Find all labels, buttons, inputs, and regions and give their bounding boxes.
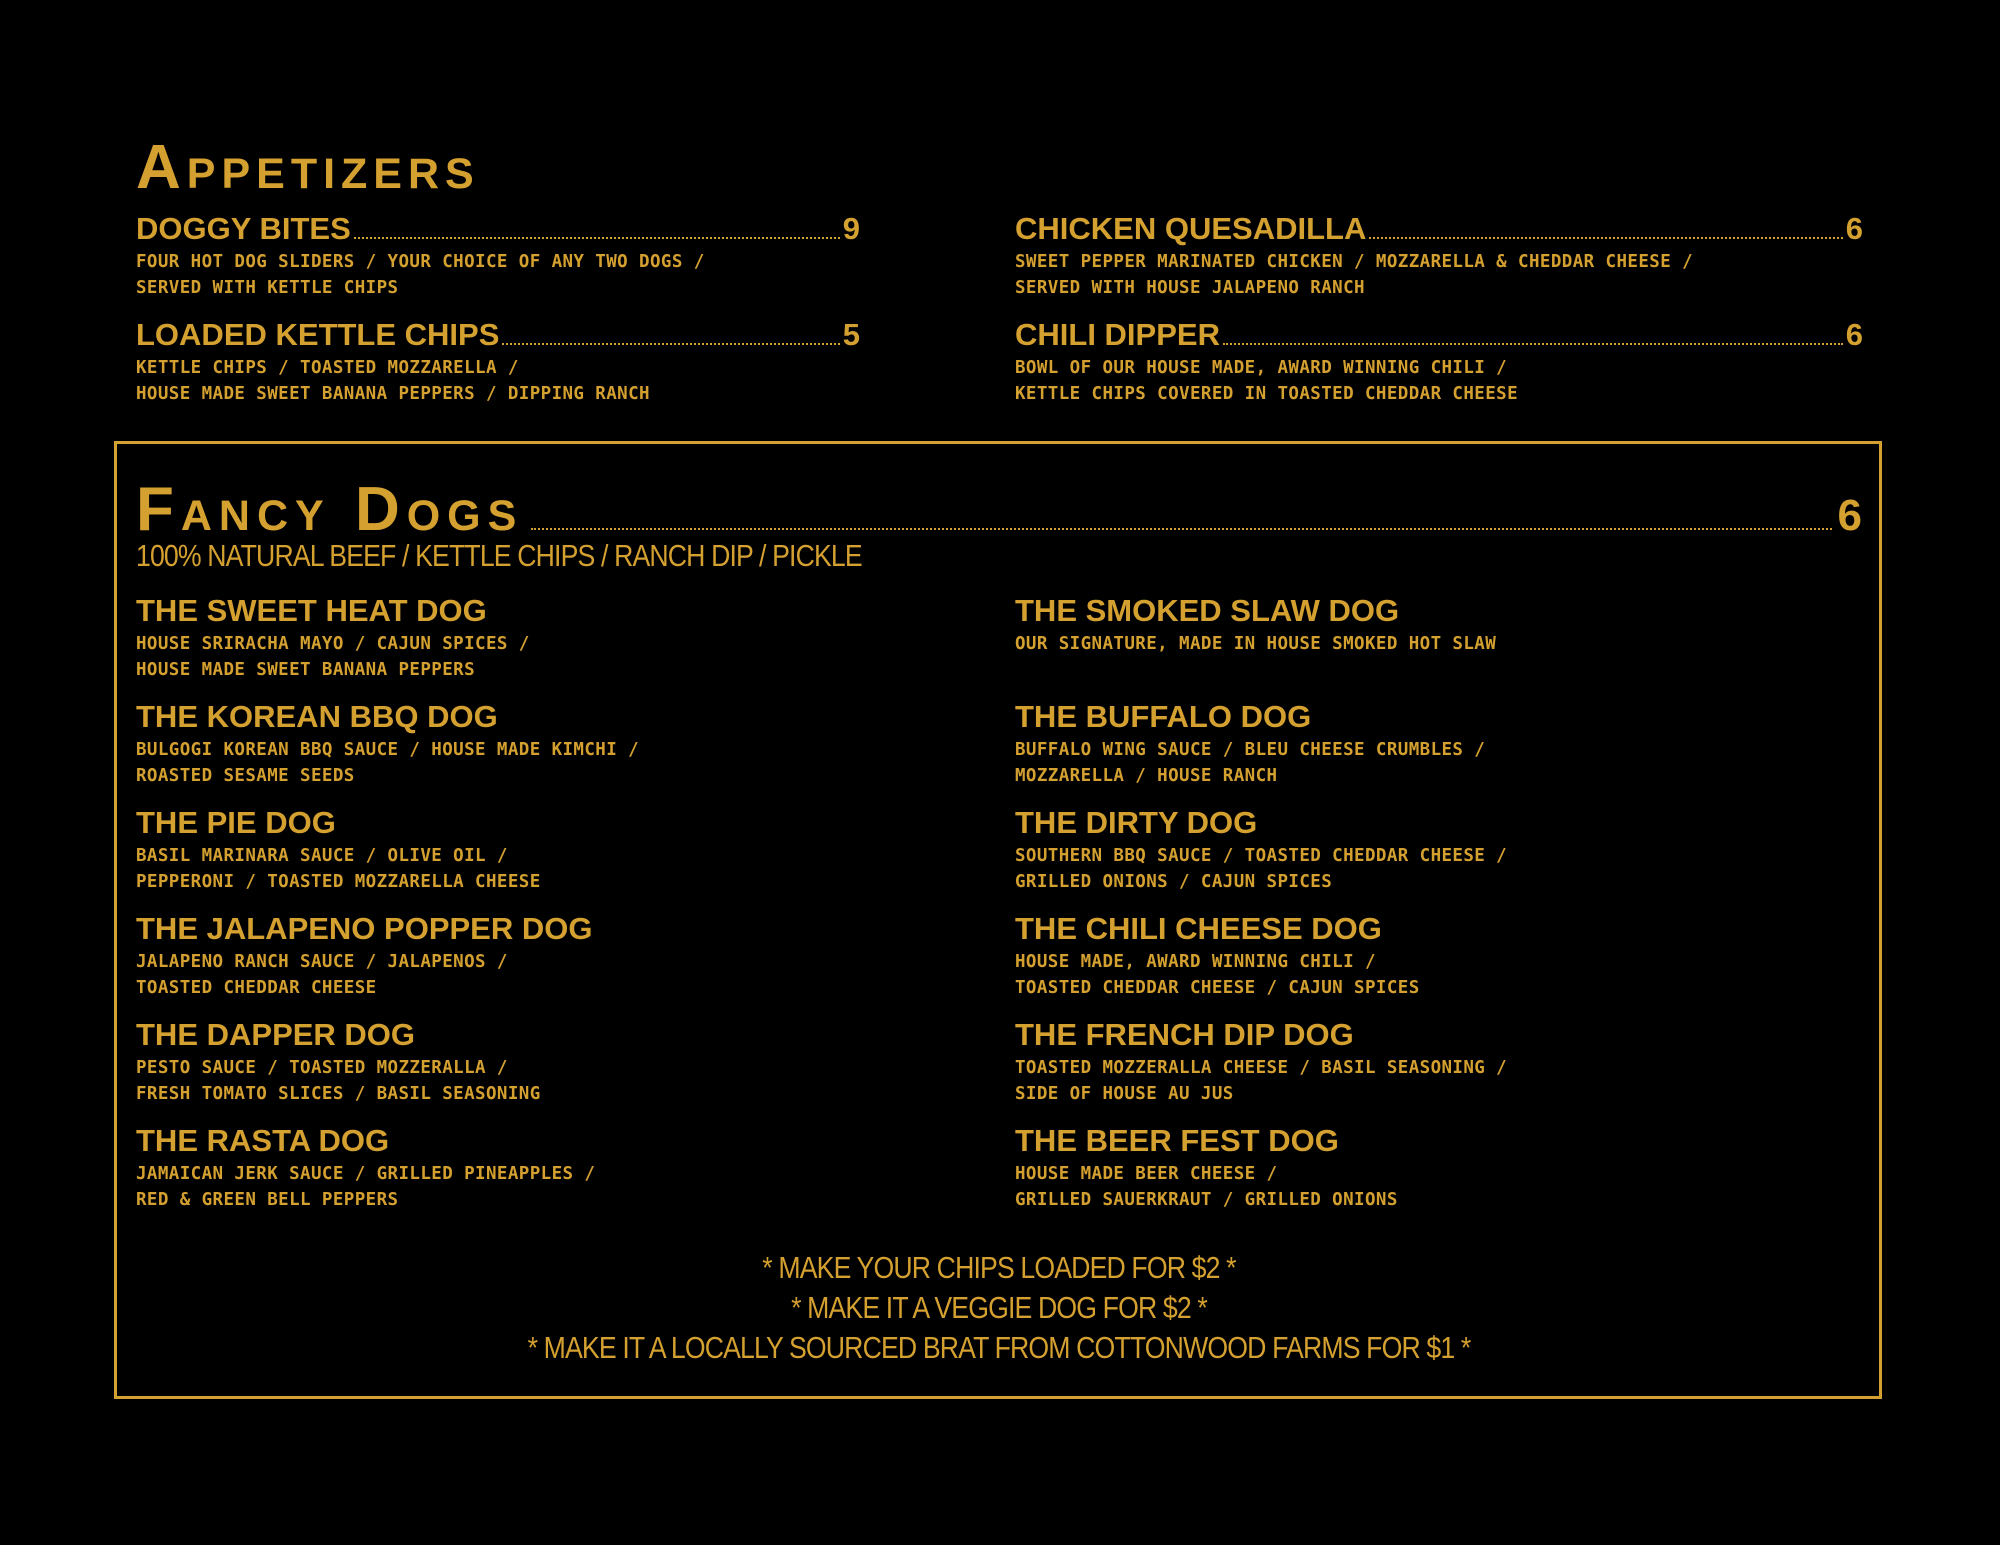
dog-item bbox=[1015, 1123, 1815, 1213]
dog-description: OUR SIGNATURE, MADE IN HOUSE SMOKED HOT SLAW bbox=[1015, 634, 1497, 654]
dog-description: JAMAICAN JERK SAUCE / GRILLED PINEAPPLES / RED & GREEN BELL PEPPERS bbox=[136, 1164, 596, 1210]
dog-description: HOUSE MADE, AWARD WINNING CHILI / TOASTED CHEDDAR CHEESE / CAJUN SPICES bbox=[1015, 952, 1420, 998]
fancy-dogs-subtitle: 100% NATURAL BEEF / KETTLE CHIPS / RANCH DIP / PICKLE bbox=[136, 538, 862, 573]
dog-name: THE SMOKED SLAW DOG bbox=[1015, 593, 1400, 628]
dog-name: THE BEER FEST DOG bbox=[1015, 1123, 1339, 1158]
item-price: 6 bbox=[1845, 211, 1863, 246]
dog-name: THE JALAPENO POPPER DOG bbox=[136, 911, 593, 946]
dog-item bbox=[1015, 911, 1815, 1001]
item-price: 9 bbox=[842, 211, 860, 246]
fancy-dogs-price: 6 bbox=[1837, 491, 1862, 540]
item-price: 6 bbox=[1845, 317, 1863, 352]
item-name: CHICKEN QUESADILLA bbox=[1015, 211, 1367, 246]
dog-item bbox=[1015, 805, 1815, 895]
dot-leader bbox=[354, 237, 840, 239]
item-price: 5 bbox=[842, 317, 860, 352]
dog-description: HOUSE MADE BEER CHEESE / GRILLED SAUERKRAUT / GRILLED ONIONS bbox=[1015, 1164, 1398, 1210]
dog-description: HOUSE SRIRACHA MAYO / CAJUN SPICES / HOUSE MADE SWEET BANANA PEPPERS bbox=[136, 634, 530, 680]
menu-item bbox=[136, 317, 860, 407]
dog-item bbox=[1015, 593, 1815, 657]
dog-description: SOUTHERN BBQ SAUCE / TOASTED CHEDDAR CHEESE / GRILLED ONIONS / CAJUN SPICES bbox=[1015, 846, 1508, 892]
item-name: CHILI DIPPER bbox=[1015, 317, 1220, 352]
dog-item bbox=[136, 1017, 936, 1107]
dog-description: TOASTED MOZZERALLA CHEESE / BASIL SEASONING / SIDE OF HOUSE AU JUS bbox=[1015, 1058, 1508, 1104]
item-description: SWEET PEPPER MARINATED CHICKEN / MOZZARELLA & CHEDDAR CHEESE / SERVED WITH HOUSE JALAPENO RANCH bbox=[1015, 252, 1694, 298]
dog-name: THE KOREAN BBQ DOG bbox=[136, 699, 498, 734]
item-description: BOWL OF OUR HOUSE MADE, AWARD WINNING CHILI / KETTLE CHIPS COVERED IN TOASTED CHEDDAR CHEESE bbox=[1015, 358, 1519, 404]
dog-name: THE FRENCH DIP DOG bbox=[1015, 1017, 1354, 1052]
dog-description: JALAPENO RANCH SAUCE / JALAPENOS / TOASTED CHEDDAR CHEESE bbox=[136, 952, 508, 998]
add-on-note: * MAKE IT A VEGGIE DOG FOR $2 * bbox=[791, 1290, 1207, 1325]
dog-name: THE PIE DOG bbox=[136, 805, 336, 840]
dot-leader bbox=[502, 343, 839, 345]
dog-name: THE DIRTY DOG bbox=[1015, 805, 1258, 840]
dog-description: PESTO SAUCE / TOASTED MOZZERALLA / FRESH TOMATO SLICES / BASIL SEASONING bbox=[136, 1058, 541, 1104]
menu-item bbox=[1015, 211, 1863, 301]
appetizers-title: Appetizers bbox=[136, 133, 480, 202]
dog-description: BUFFALO WING SAUCE / BLEU CHEESE CRUMBLES / MOZZARELLA / HOUSE RANCH bbox=[1015, 740, 1486, 786]
dog-description: BASIL MARINARA SAUCE / OLIVE OIL / PEPPERONI / TOASTED MOZZARELLA CHEESE bbox=[136, 846, 541, 892]
dog-item bbox=[136, 1123, 936, 1213]
dog-name: THE RASTA DOG bbox=[136, 1123, 390, 1158]
dot-leader bbox=[1369, 237, 1842, 239]
dog-name: THE CHILI CHEESE DOG bbox=[1015, 911, 1382, 946]
dot-leader bbox=[531, 528, 1831, 530]
item-name: LOADED KETTLE CHIPS bbox=[136, 317, 500, 352]
dot-leader bbox=[1223, 343, 1843, 345]
dog-item bbox=[136, 805, 936, 895]
dog-item bbox=[136, 911, 936, 1001]
menu-item bbox=[1015, 317, 1863, 407]
item-description: KETTLE CHIPS / TOASTED MOZZARELLA / HOUSE MADE SWEET BANANA PEPPERS / DIPPING RANCH bbox=[136, 358, 650, 404]
add-on-note: * MAKE IT A LOCALLY SOURCED BRAT FROM COTTONWOOD FARMS FOR $1 * bbox=[527, 1330, 1471, 1365]
menu-item bbox=[136, 211, 860, 301]
item-name: DOGGY BITES bbox=[136, 211, 351, 246]
fancy-dogs-title: Fancy Dogs bbox=[136, 475, 524, 544]
dog-item bbox=[1015, 699, 1815, 789]
dog-name: THE BUFFALO DOG bbox=[1015, 699, 1312, 734]
dog-name: THE SWEET HEAT DOG bbox=[136, 593, 487, 628]
dog-description: BULGOGI KOREAN BBQ SAUCE / HOUSE MADE KIMCHI / ROASTED SESAME SEEDS bbox=[136, 740, 640, 786]
dog-item bbox=[136, 699, 936, 789]
dog-item bbox=[1015, 1017, 1815, 1107]
dog-name: THE DAPPER DOG bbox=[136, 1017, 416, 1052]
item-description: FOUR HOT DOG SLIDERS / YOUR CHOICE OF ANY TWO DOGS / SERVED WITH KETTLE CHIPS bbox=[136, 252, 705, 298]
dog-item bbox=[136, 593, 936, 683]
add-on-note: * MAKE YOUR CHIPS LOADED FOR $2 * bbox=[762, 1250, 1236, 1285]
add-on-notes bbox=[136, 1248, 1862, 1368]
